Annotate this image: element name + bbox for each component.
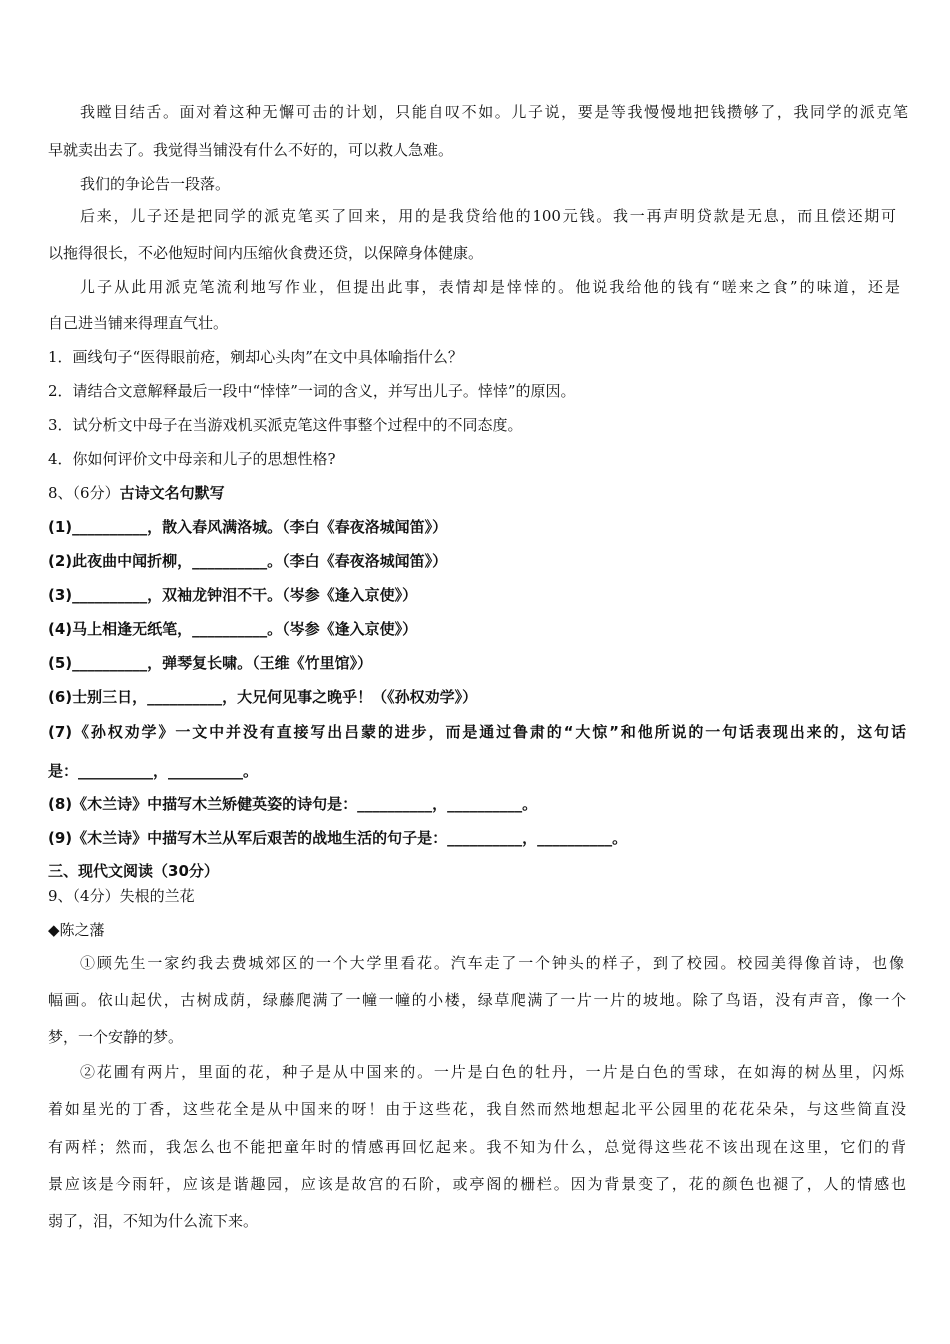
question-line: 2．请结合文意解释最后一段中“悻悻”一词的含义，并写出儿子。悻悻”的原因。 <box>48 382 576 400</box>
question-line: 1．画线句子“医得眼前疮，剜却心头肉”在文中具体喻指什么？ <box>48 348 463 366</box>
q8-item: (4)马上相逢无纸笔，__________。（岑参《逢入京使》） <box>48 620 418 638</box>
q9-para-line: 有两样；然而，我怎么也不能把童年时的情感再回忆起来。我不知为什么，总觉得这些花不该出现在这里，它们的背 <box>48 1138 906 1156</box>
q8-item: (8)《木兰诗》中描写木兰矫健英姿的诗句是：__________，__________。 <box>48 795 538 813</box>
story-line: 儿子从此用派克笔流利地写作业，但提出此事，表情却是悻悻的。他说我给他的钱有“嗟来之食”的味道，还是 <box>80 278 900 296</box>
q9-para-line: 着如星光的丁香，这些花全是从中国来的呀！由于这些花，我自然而然地想起北平公园里的花花朵朵，与这些简直没 <box>48 1100 906 1118</box>
story-line: 以拖得很长，不必他短时间内压缩伙食费还贷，以保障身体健康。 <box>48 244 484 262</box>
question-line: 3．试分析文中母子在当游戏机买派克笔这件事整个过程中的不同态度。 <box>48 416 523 434</box>
section-heading: 三、现代文阅读（30分） <box>48 862 219 880</box>
story-line: 早就卖出去了。我觉得当铺没有什么不好的，可以救人急难。 <box>48 141 454 159</box>
q8-item: (6)士别三日，__________，大兄何见事之晚乎！（《孙权劝学》） <box>48 688 478 706</box>
q8-item: (9)《木兰诗》中描写木兰从军后艰苦的战地生活的句子是：__________，__________。 <box>48 829 628 847</box>
question-line: 4．你如何评价文中母亲和儿子的思想性格? <box>48 450 336 468</box>
q9-para-line: ①顾先生一家约我去费城郊区的一个大学里看花。汽车走了一个钟头的样子，到了校园。校园美得像首诗，也像 <box>80 954 904 972</box>
q8-item: (5)__________，弹琴复长啸。（王维《竹里馆》） <box>48 654 373 672</box>
q9-para-line: 弱了，泪，不知为什么流下来。 <box>48 1212 259 1230</box>
q8-prefix: 8、（6分） <box>48 484 120 502</box>
q8-title: 古诗文名句默写 <box>119 484 225 502</box>
q9-header: 9、（4分）失根的兰花 <box>48 887 195 905</box>
story-line: 我们的争论告一段落。 <box>80 175 231 193</box>
q9-para-line: 梦，一个安静的梦。 <box>48 1028 184 1046</box>
q9-para-line: ②花圃有两片，里面的花，种子是从中国来的。一片是白色的牡丹，一片是白色的雪球，在如海的树丛里，闪烁 <box>80 1063 904 1081</box>
q9-para-line: 景应该是今雨轩，应该是谐趣园，应该是故宫的石阶，或亭阁的栅栏。因为背景变了，花的颜色也褪了，人的情感也 <box>48 1175 906 1193</box>
q8-item: (1)__________，散入春风满洛城。（李白《春夜洛城闻笛》） <box>48 518 448 536</box>
story-line: 自己进当铺来得理直气壮。 <box>48 314 229 332</box>
story-line: 我瞠目结舌。面对着这种无懈可击的计划，只能自叹不如。儿子说，要是等我慢慢地把钱攒够了，我同学的派克笔 <box>80 103 908 121</box>
q9-para-line: 幅画。依山起伏，古树成荫，绿藤爬满了一幢一幢的小楼，绿草爬满了一片一片的坡地。除了鸟语，没有声音，像一个 <box>48 991 906 1009</box>
q8-item: (3)__________，双袖龙钟泪不干。（岑参《逢入京使》） <box>48 586 418 604</box>
q8-heading <box>48 483 908 503</box>
q8-item: (2)此夜曲中闻折柳，__________。（李白《春夜洛城闻笛》） <box>48 552 448 570</box>
q8-item: 是：__________，__________。 <box>48 762 259 780</box>
story-line: 后来，儿子还是把同学的派克笔买了回来，用的是我贷给他的100元钱。我一再声明贷款是无息，而且偿还期可 <box>80 207 896 225</box>
q8-item: (7)《孙权劝学》一文中并没有直接写出吕蒙的进步，而是通过鲁肃的“大惊”和他所说的一句话表现出来的，这句话 <box>48 723 906 741</box>
q9-author: ◆陈之藩 <box>48 921 105 939</box>
